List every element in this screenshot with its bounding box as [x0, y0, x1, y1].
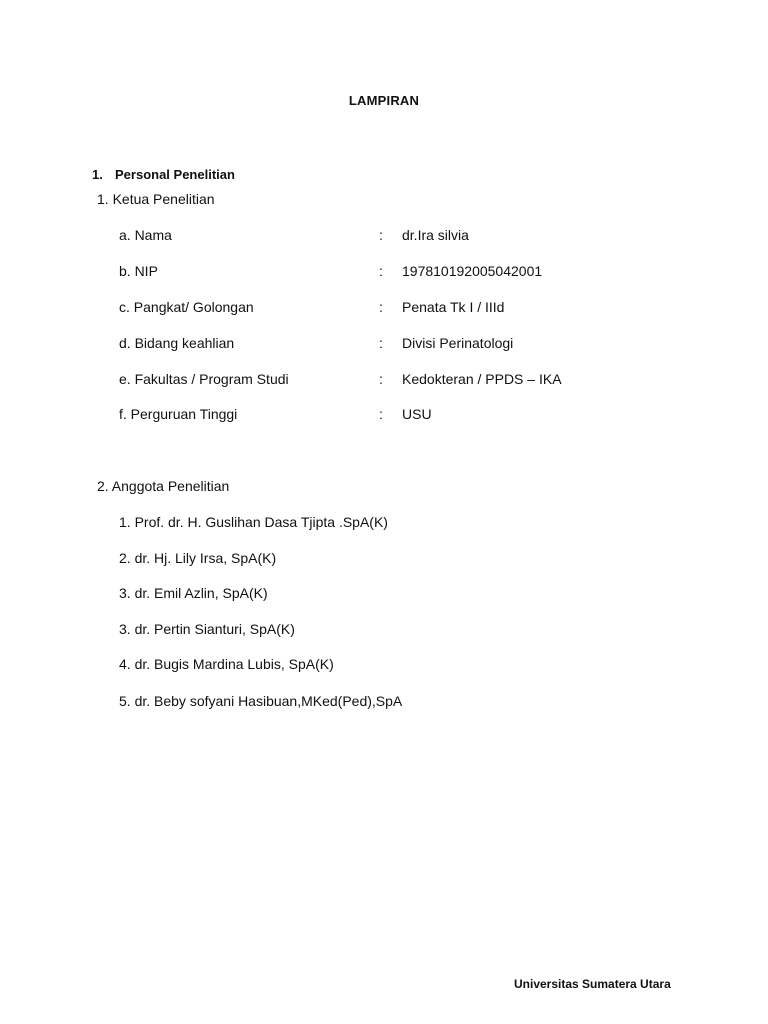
member-item: 3. dr. Emil Azlin, SpA(K) [119, 585, 268, 601]
ketua-heading: 1. Ketua Penelitian [97, 191, 215, 207]
ketua-row-label: d. Bidang keahlian [119, 335, 235, 351]
section-heading [92, 167, 235, 182]
ketua-row-label: b. NIP [119, 263, 158, 279]
section-number: 1. [92, 167, 103, 182]
member-item: 3. dr. Pertin Sianturi, SpA(K) [119, 621, 295, 637]
row-separator: : [379, 227, 383, 243]
row-separator: : [379, 263, 383, 279]
ketua-row-value: USU [402, 406, 432, 422]
member-item: 2. dr. Hj. Lily Irsa, SpA(K) [119, 550, 277, 566]
section-title: Personal Penelitian [115, 167, 235, 182]
member-item: 4. dr. Bugis Mardina Lubis, SpA(K) [119, 656, 334, 672]
anggota-heading: 2. Anggota Penelitian [97, 478, 230, 494]
row-separator: : [379, 299, 383, 315]
ketua-row-label: e. Fakultas / Program Studi [119, 371, 289, 387]
ketua-row-value: Penata Tk I / IIId [402, 299, 505, 315]
ketua-row-value: Divisi Perinatologi [402, 335, 514, 351]
ketua-row-label: a. Nama [119, 227, 172, 243]
ketua-row-value: Kedokteran / PPDS – IKA [402, 371, 562, 387]
member-item: 1. Prof. dr. H. Guslihan Dasa Tjipta .SpA(K) [119, 514, 388, 530]
row-separator: : [379, 371, 383, 387]
row-separator: : [379, 406, 383, 422]
ketua-row-value: 197810192005042001 [402, 263, 543, 279]
row-separator: : [379, 335, 383, 351]
ketua-row-label: f. Perguruan Tinggi [119, 406, 238, 422]
footer-institution: Universitas Sumatera Utara [514, 977, 671, 991]
ketua-row-value: dr.Ira silvia [402, 227, 469, 243]
member-item: 5. dr. Beby sofyani Hasibuan,MKed(Ped),SpA [119, 693, 403, 709]
page-title: LAMPIRAN [348, 93, 420, 108]
ketua-row-label: c. Pangkat/ Golongan [119, 299, 254, 315]
